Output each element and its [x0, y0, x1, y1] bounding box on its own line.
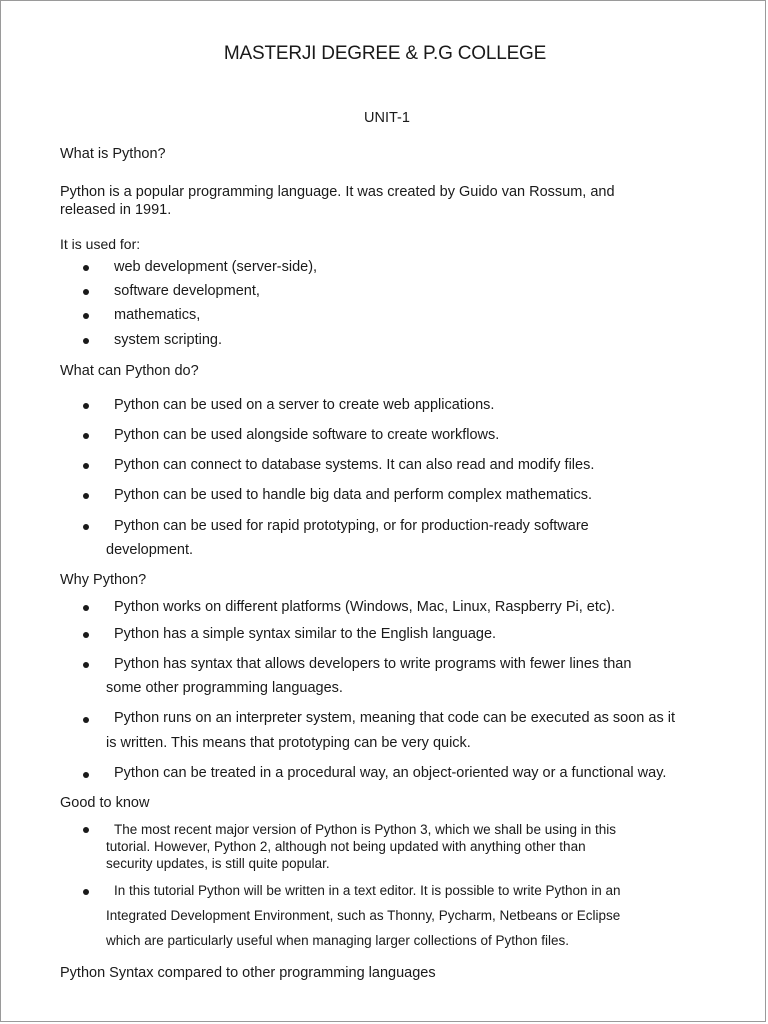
- bullet-marker: [83, 524, 89, 530]
- heading-good-to-know: Good to know: [60, 795, 150, 811]
- bullet-marker: [83, 433, 89, 439]
- bullet-marker: [83, 827, 89, 833]
- bullet-marker: [83, 463, 89, 469]
- bullet-marker: [83, 632, 89, 638]
- used-for-label: It is used for:: [60, 236, 141, 252]
- heading-what-is-python: What is Python?: [60, 146, 166, 162]
- list-item: mathematics,: [114, 307, 201, 323]
- list-item-continuation: some other programming languages.: [106, 680, 343, 696]
- list-item: software development,: [114, 283, 260, 299]
- list-item-continuation: which are particularly useful when managing larger collections of Python files.: [106, 933, 569, 948]
- bullet-marker: [83, 289, 89, 295]
- bullet-marker: [83, 493, 89, 499]
- college-title: MASTERJI DEGREE & P.G COLLEGE: [223, 43, 547, 64]
- intro-line-1: Python is a popular programming language. It was created by Guido van Rossum, and: [60, 184, 615, 200]
- heading-python-syntax: Python Syntax compared to other programming languages: [60, 965, 436, 981]
- list-item-continuation: Integrated Development Environment, such as Thonny, Pycharm, Netbeans or Eclipse: [106, 908, 621, 923]
- list-item: Python has syntax that allows developers to write programs with fewer lines than: [114, 656, 632, 672]
- list-item: Python has a simple syntax similar to the English language.: [114, 626, 497, 642]
- list-item: web development (server-side),: [114, 259, 318, 275]
- intro-line-2: released in 1991.: [60, 202, 172, 218]
- list-item: Python can be used on a server to create web applications.: [114, 397, 495, 413]
- bullet-marker: [83, 662, 89, 668]
- bullet-marker: [83, 265, 89, 271]
- bullet-marker: [83, 605, 89, 611]
- list-item-continuation: security updates, is still quite popular.: [106, 856, 330, 871]
- list-item: Python can be used for rapid prototyping, or for production-ready software: [114, 518, 589, 534]
- unit-heading: UNIT-1: [364, 110, 410, 126]
- bullet-marker: [83, 313, 89, 319]
- heading-why-python: Why Python?: [60, 572, 147, 588]
- bullet-marker: [83, 889, 89, 895]
- list-item: In this tutorial Python will be written in a text editor. It is possible to write Python in an: [114, 883, 621, 898]
- bullet-marker: [83, 338, 89, 344]
- list-item: system scripting.: [114, 332, 222, 348]
- list-item: Python can be treated in a procedural way, an object-oriented way or a functional way.: [114, 765, 667, 781]
- bullet-marker: [83, 772, 89, 778]
- bullet-marker: [83, 717, 89, 723]
- list-item: Python runs on an interpreter system, meaning that code can be executed as soon as it: [114, 710, 675, 726]
- list-item: Python can connect to database systems. It can also read and modify files.: [114, 457, 595, 473]
- list-item: Python can be used alongside software to create workflows.: [114, 427, 500, 443]
- list-item-continuation: is written. This means that prototyping can be very quick.: [106, 735, 471, 751]
- list-item: Python can be used to handle big data and perform complex mathematics.: [114, 487, 592, 503]
- bullet-marker: [83, 403, 89, 409]
- list-item-continuation: development.: [106, 542, 194, 558]
- list-item: The most recent major version of Python is Python 3, which we shall be using in this: [114, 822, 616, 837]
- list-item: Python works on different platforms (Windows, Mac, Linux, Raspberry Pi, etc).: [114, 599, 615, 615]
- heading-what-can-python-do: What can Python do?: [60, 363, 199, 379]
- list-item-continuation: tutorial. However, Python 2, although not being updated with anything other than: [106, 839, 586, 854]
